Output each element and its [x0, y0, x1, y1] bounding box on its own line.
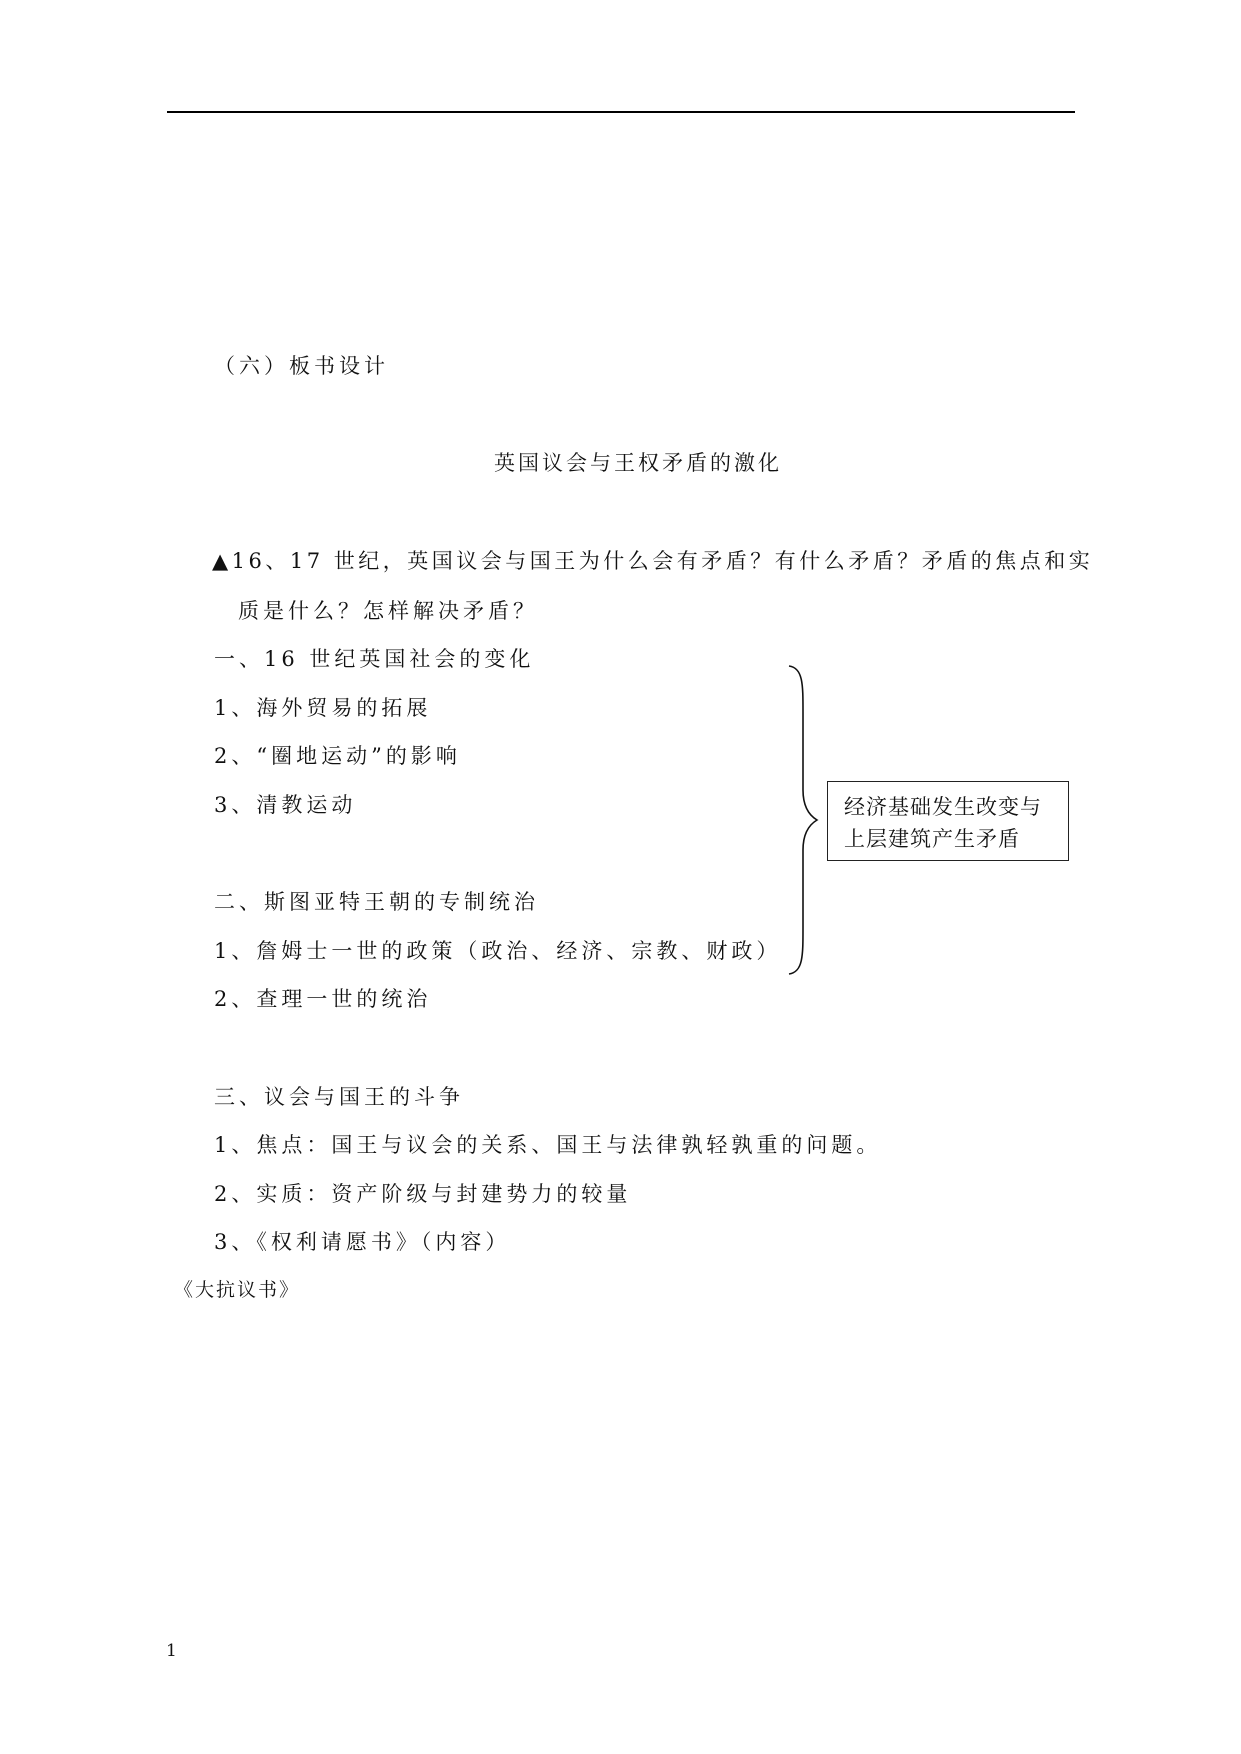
- summary-line: 上层建筑产生矛盾: [844, 827, 1020, 851]
- part3-item: 1、焦点：国王与议会的关系、国王与法律孰轻孰重的问题。: [214, 1133, 882, 1157]
- part2-item: 2、查理一世的统治: [214, 987, 432, 1011]
- header-rule: [167, 111, 1075, 113]
- board-title: 英国议会与王权矛盾的激化: [494, 451, 782, 475]
- part2-heading: 二、斯图亚特王朝的专制统治: [214, 890, 539, 914]
- summary-line: 经济基础发生改变与: [844, 795, 1042, 819]
- part1-item: 1、海外贸易的拓展: [214, 696, 432, 720]
- summary-box: [827, 781, 1069, 861]
- part1-item: 3、清教运动: [214, 793, 357, 817]
- part3-heading: 三、议会与国王的斗争: [214, 1085, 464, 1109]
- part3-item: 2、实质：资产阶级与封建势力的较量: [214, 1182, 632, 1206]
- section-heading: （六）板书设计: [214, 354, 389, 378]
- part1-item: 2、“圈地运动”的影响: [214, 744, 461, 768]
- question-line-2: 质是什么？怎样解决矛盾？: [238, 599, 538, 623]
- page-number: 1: [166, 1641, 177, 1661]
- part3-item: 3、《权利请愿书》（内容）: [214, 1230, 511, 1254]
- part2-item: 1、詹姆士一世的政策（政治、经济、宗教、财政）: [214, 939, 782, 963]
- curly-brace: [785, 664, 821, 976]
- part1-heading: 一、16 世纪英国社会的变化: [214, 647, 535, 671]
- extra-item: 《大抗议书》: [174, 1279, 301, 1301]
- question-line-1: ▲16、17 世纪，英国议会与国王为什么会有矛盾？有什么矛盾？矛盾的焦点和实: [212, 549, 1094, 573]
